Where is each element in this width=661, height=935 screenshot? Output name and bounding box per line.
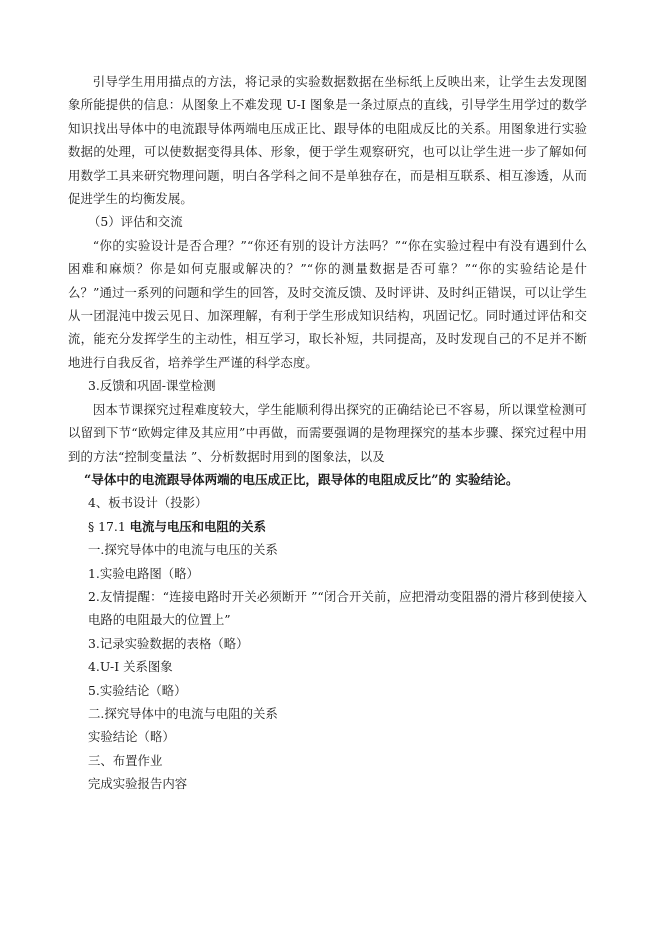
heading-evaluation: （5）评估和交流 <box>88 214 183 230</box>
subsection-resistance: 二.探究导体中的电流与电阻的关系 <box>88 705 278 721</box>
item-ui-graph: 4.U-I 关系图象 <box>88 659 173 675</box>
heading-feedback: 3.反馈和巩固-课堂检测 <box>88 378 216 394</box>
item-friendly-reminder: 2.友情提醒：“连接电路时开关必须断开 ”“闭合开关前，应把滑动变阻器的滑片移到使接入电路的电阻最大的位置上” <box>88 588 587 628</box>
paragraph-graph-analysis: 引导学生用用描点的方法，将记录的实验数据数据在坐标纸上反映出来，让学生去发现图象所能提供的信息：从图象上不难发现 U-I 图象是一条过原点的直线，引导学生用学过的数学知识找出导体中的电流跟导体两端电压成正比、跟导体的电阻成反比的关系。用图象进行实验数据的处理，可以使数据变得具体、形象，便于学生观察研究，也可以让学生进一步了解如何用数学工具来研究物理问题，明白各学科之间不是单独存在，而是相互联系、相互渗透，从而促进学生的均衡发展。 <box>68 74 587 207</box>
heading-blackboard: 4、板书设计（投影） <box>88 495 208 511</box>
subsection-homework: 三、布置作业 <box>88 752 163 768</box>
item-conclusion-1: 5.实验结论（略） <box>88 682 187 698</box>
subsection-voltage: 一.探究导体中的电流与电压的关系 <box>88 542 278 558</box>
item-circuit-diagram: 1.实验电路图（略） <box>88 565 199 581</box>
paragraph-evaluation: “你的实验设计是否合理？”“你还有别的设计方法吗？”“你在实验过程中有没有遇到什么困难和麻烦？你是如何克服或解决的？”“你的测量数据是否可靠？”“你的实验结论是什么？”通过一系列的问题和学生的回答，及时交流反馈、及时评讲、及时纠正错误，可以让学生从一团混沌中拨云见日、加深理解，有利于学生形成知识结构，巩固记忆。同时通过评估和交流，能充分发挥学生的主动性，相互学习，取长补短，共同提高，及时发现自己的不足并不断地进行自我反省，培养学生严谨的科学态度。 <box>68 237 587 370</box>
section-title-text: 电流与电压和电阻的关系 <box>129 518 266 534</box>
paragraph-feedback: 因本节课探究过程难度较大，学生能顺利得出探究的正确结论已不容易，所以课堂检测可以留到下节“欧姆定律及其应用”中再做，而需要强调的是物理探究的基本步骤、探究过程中用到的方法“控制变量法 ”、分析数据时用到的图象法，以及 <box>68 401 587 464</box>
key-conclusion: “导体中的电流跟导体两端的电压成正比，跟导体的电阻成反比”的 实验结论。 <box>84 471 519 487</box>
section-title <box>68 515 587 538</box>
item-homework: 完成实验报告内容 <box>88 776 188 792</box>
item-conclusion-2: 实验结论（略） <box>88 729 175 745</box>
section-number: § 17.1 <box>88 518 130 534</box>
item-data-table: 3.记录实验数据的表格（略） <box>88 635 249 651</box>
